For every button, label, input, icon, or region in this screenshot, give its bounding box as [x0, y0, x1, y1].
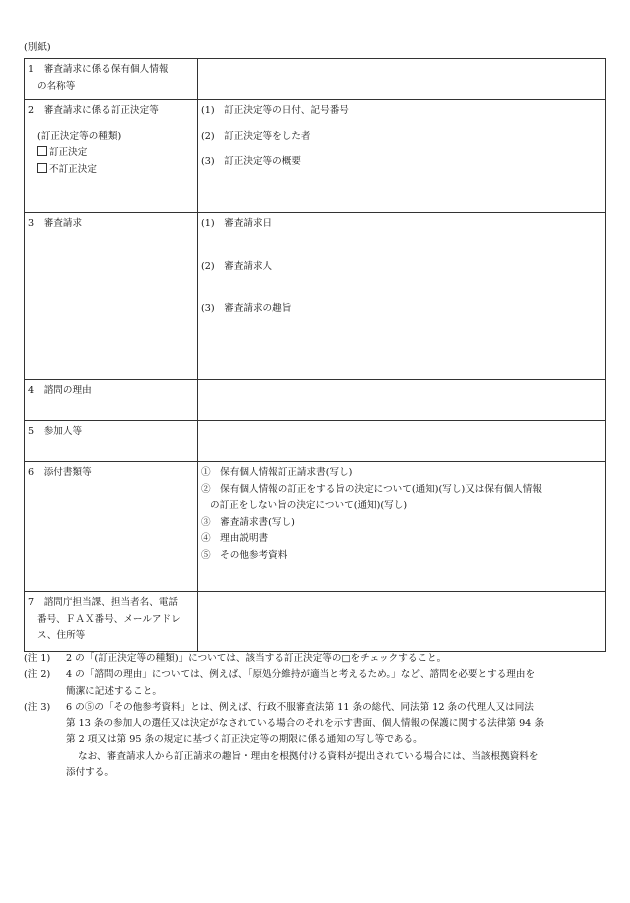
row3-label: 3 審査請求 — [28, 218, 83, 229]
note-3-paragraph-line1: なお、審査請求人から訂正請求の趣旨・理由を根拠付ける資料が提出されている場合には、当該根拠資料を — [78, 750, 539, 762]
row7-label-cell — [25, 592, 198, 652]
note-3-text: 6 の⑤の「その他参考資料」とは、例えば、行政不服審査法第 11 条の総代、同法第 12 条の代理人又は同法 第 13 条の参加人の選任又は決定がなされている場合のそれを示す書面、個人情報の保護に関する法律第 94 条 第 2 項又は第 95 条の規定に基づく訂正決定等の期限に係る通知の写し等である。 — [66, 701, 544, 746]
row4-label: 4 諮問の理由 — [28, 385, 92, 396]
row3-label-cell — [25, 213, 198, 380]
appendix-label: (別紙) — [24, 42, 51, 53]
row1-label-line2: の名称等 — [37, 80, 76, 92]
row2-value-cell[interactable] — [198, 100, 606, 213]
row-attachments — [25, 462, 606, 592]
row6-value-cell — [198, 462, 606, 592]
row4-label-cell — [25, 380, 198, 421]
row6-item5: ⑤ その他参考資料 — [201, 549, 288, 561]
row1-value-cell[interactable] — [198, 59, 606, 100]
row2-item2: (2) 訂正決定等をした者 — [201, 130, 311, 142]
row5-value-cell[interactable] — [198, 421, 606, 462]
row6-item3: ③ 審査請求書(写し) — [201, 516, 295, 528]
row5-label: 5 参加人等 — [28, 426, 83, 437]
row7-label-line1: 7 諮問庁担当課、担当者名、電話 — [28, 597, 179, 608]
note-1-text: 2 の「(訂正決定等の種類)」については、該当する訂正決定等の□をチェックすること。 — [66, 653, 447, 664]
row2-kind-title: (訂正決定等の種類) — [37, 130, 122, 142]
note-2-label: (注 2) — [24, 669, 51, 681]
note-3-paragraph-line2: 添付する。 — [66, 767, 114, 779]
note-3 — [24, 700, 610, 749]
row6-item1: ① 保有個人情報訂正請求書(写し) — [201, 467, 353, 478]
row7-label-line2: 番号、ＦＡＸ番号、メールアドレ — [37, 613, 181, 625]
row2-option-no-correction-label: 不訂正決定 — [49, 163, 97, 175]
row2-item1: (1) 訂正決定等の日付、記号番号 — [201, 105, 349, 116]
row2-option-correction-label: 訂正決定 — [49, 147, 88, 158]
checkbox-icon[interactable] — [37, 163, 47, 173]
row1-label-line1: 1 審査請求に係る保有個人情報 — [28, 64, 169, 75]
row2-option-no-correction[interactable] — [28, 162, 194, 179]
row-contact — [25, 592, 606, 652]
row3-item1: (1) 審査請求日 — [201, 218, 273, 229]
row-referral-reason — [25, 380, 606, 421]
row2-option-correction[interactable] — [28, 145, 194, 162]
note-3-label: (注 3) — [24, 701, 51, 713]
referral-form-table — [24, 58, 606, 652]
row5-label-cell — [25, 421, 198, 462]
row-correction-decision — [25, 100, 606, 213]
note-2 — [24, 667, 610, 700]
row7-value-cell[interactable] — [198, 592, 606, 652]
note-1 — [24, 651, 610, 667]
note-1-label: (注 1) — [24, 653, 51, 664]
row6-item2-line1: ② 保有個人情報の訂正をする旨の決定について(通知)(写し)又は保有個人情報 — [201, 483, 542, 495]
row6-item4: ④ 理由説明書 — [201, 533, 269, 544]
row2-label-cell — [25, 100, 198, 213]
row3-item3: (3) 審査請求の趣旨 — [201, 303, 292, 314]
row2-item3: (3) 訂正決定等の概要 — [201, 156, 301, 167]
row4-value-cell[interactable] — [198, 380, 606, 421]
row6-label-cell — [25, 462, 198, 592]
row3-value-cell[interactable] — [198, 213, 606, 380]
row6-label: 6 添付書類等 — [28, 467, 92, 478]
notes-section — [24, 651, 610, 781]
row7-label-line3: ス、住所等 — [37, 630, 86, 641]
row1-label-cell — [25, 59, 198, 100]
row6-item2-line2: の訂正をしない旨の決定について(通知)(写し) — [210, 500, 408, 511]
checkbox-icon[interactable] — [37, 146, 47, 156]
row-participants — [25, 421, 606, 462]
row2-label: 2 審査請求に係る訂正決定等 — [28, 105, 159, 116]
row3-item2: (2) 審査請求人 — [201, 260, 273, 272]
row-review-request — [25, 213, 606, 380]
note-2-text: 4 の「諮問の理由」については、例えば、「原処分維持が適当と考えるため。」など、諮問を必要とする理由を 簡潔に記述すること。 — [66, 669, 536, 697]
row-personal-info-name — [25, 59, 606, 100]
